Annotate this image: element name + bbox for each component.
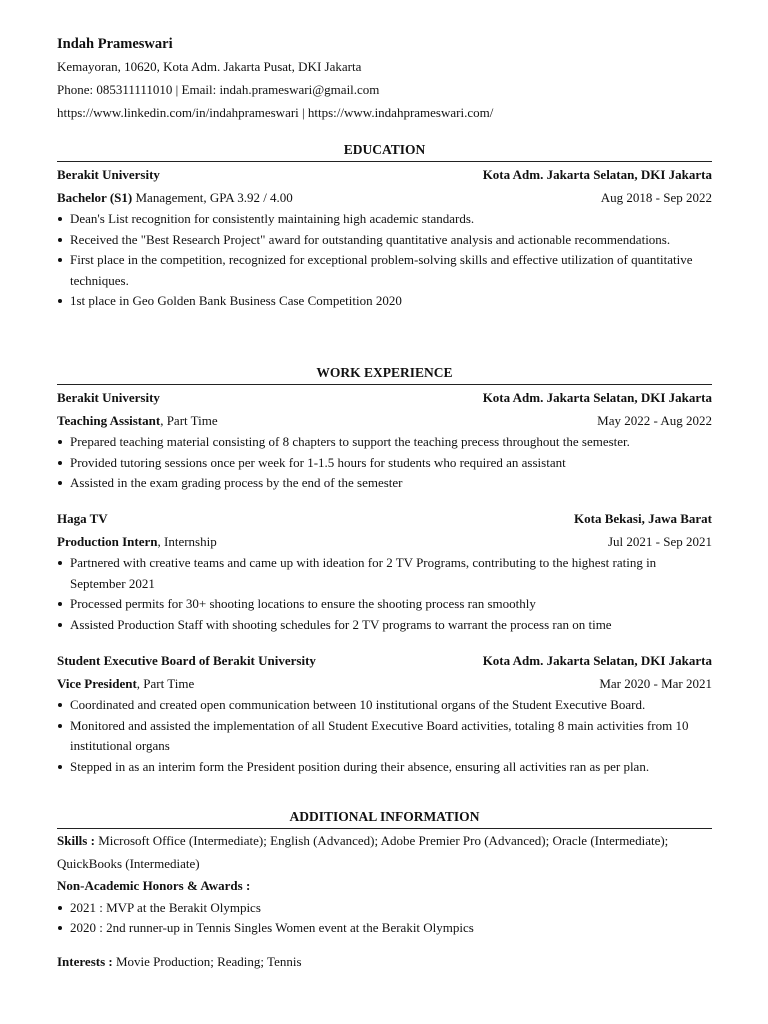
list-item: Assisted in the exam grading process by the end of the semester bbox=[57, 473, 712, 494]
list-item: Prepared teaching material consisting of 8 chapters to support the teaching precess throughout the semester. bbox=[57, 432, 712, 453]
job-role bbox=[57, 530, 217, 553]
job-org-row bbox=[57, 507, 712, 530]
candidate-name: Indah Prameswari bbox=[57, 36, 173, 52]
honors-label: Non-Academic Honors & Awards : bbox=[57, 878, 251, 893]
job-type: , Part Time bbox=[160, 413, 218, 428]
job-location: Kota Adm. Jakarta Selatan, DKI Jakarta bbox=[482, 390, 712, 405]
job-entry-teaching-assistant bbox=[57, 386, 712, 494]
job-org: Student Executive Board of Berakit University bbox=[57, 653, 316, 668]
job-type: , Part Time bbox=[136, 676, 195, 691]
skills-text: Microsoft Office (Intermediate); English (Advanced); Adobe Premier Pro (Advanced); Oracle (Intermediate); QuickBooks (Intermediate) bbox=[57, 833, 669, 871]
interests-paragraph bbox=[57, 951, 712, 974]
job-role bbox=[57, 672, 194, 695]
job-org-row bbox=[57, 386, 712, 409]
list-item: Stepped in as an interim form the President position during their absence, ensuring all activities ran as per plan. bbox=[57, 757, 712, 778]
job-location: Kota Adm. Jakarta Selatan, DKI Jakarta bbox=[482, 653, 712, 668]
additional-information-body bbox=[57, 830, 712, 973]
job-org: Berakit University bbox=[57, 390, 160, 405]
list-item: 2020 : 2nd runner-up in Tennis Singles Women event at the Berakit Olympics bbox=[57, 918, 712, 939]
job-location: Kota Bekasi, Jawa Barat bbox=[574, 511, 712, 526]
list-item: Processed permits for 30+ shooting locations to ensure the shooting process ran smoothly bbox=[57, 594, 712, 615]
list-item: Provided tutoring sessions once per week for 1-1.5 hours for students who required an assistant bbox=[57, 453, 712, 474]
job-dates: Mar 2020 - Mar 2021 bbox=[599, 676, 712, 691]
education-org: Berakit University bbox=[57, 167, 160, 182]
additional-information-heading: ADDITIONAL INFORMATION bbox=[57, 807, 712, 829]
interests-text: Movie Production; Reading; Tennis bbox=[112, 953, 302, 969]
education-bullets bbox=[57, 209, 712, 312]
job-role-row bbox=[57, 530, 712, 553]
list-item: 1st place in Geo Golden Bank Business Case Competition 2020 bbox=[57, 291, 712, 312]
job-org-row bbox=[57, 649, 712, 672]
job-entry-vice-president bbox=[57, 649, 712, 777]
job-dates: Jul 2021 - Sep 2021 bbox=[608, 534, 712, 549]
resume-header bbox=[57, 33, 712, 124]
job-role-title: Production Intern bbox=[57, 534, 158, 549]
list-item: Monitored and assisted the implementation of all Student Executive Board activities, totaling 8 main activities from 10 institutional organs bbox=[57, 716, 712, 757]
skills-paragraph bbox=[57, 830, 712, 875]
job-role-title: Teaching Assistant bbox=[57, 413, 161, 428]
education-degree-detail: Management, GPA 3.92 / 4.00 bbox=[132, 190, 293, 205]
education-location: Kota Adm. Jakarta Selatan, DKI Jakarta bbox=[482, 167, 712, 182]
education-degree bbox=[57, 186, 293, 209]
job-role-row bbox=[57, 672, 712, 695]
list-item: 2021 : MVP at the Berakit Olympics bbox=[57, 898, 712, 919]
skills-label: Skills : bbox=[57, 833, 95, 848]
job-bullets bbox=[57, 695, 712, 777]
job-org: Haga TV bbox=[57, 511, 108, 526]
address-line: Kemayoran, 10620, Kota Adm. Jakarta Pusat, DKI Jakarta bbox=[57, 59, 362, 74]
links-line: https://www.linkedin.com/in/indahprameswari | https://www.indahprameswari.com/ bbox=[57, 105, 494, 120]
list-item: Coordinated and created open communication between 10 institutional organs of the Student Executive Board. bbox=[57, 695, 712, 716]
list-item: First place in the competition, recognized for exceptional problem-solving skills and effective utilization of quantitative techniques. bbox=[57, 250, 712, 291]
education-degree-row bbox=[57, 186, 712, 209]
list-item: Assisted Production Staff with shooting schedules for 2 TV programs to warrant the process ran on time bbox=[57, 615, 712, 636]
job-bullets bbox=[57, 432, 712, 494]
job-role bbox=[57, 409, 218, 432]
job-bullets bbox=[57, 553, 712, 635]
list-item: Received the "Best Research Project" award for outstanding quantitative analysis and actionable recommendations. bbox=[57, 230, 712, 251]
education-org-row bbox=[57, 163, 712, 186]
job-entry-production-intern bbox=[57, 507, 712, 635]
job-dates: May 2022 - Aug 2022 bbox=[597, 413, 712, 428]
job-type: , Internship bbox=[157, 534, 217, 549]
education-heading: EDUCATION bbox=[57, 140, 712, 162]
list-item: Partnered with creative teams and came up with ideation for 2 TV Programs, contributing to the highest rating in September 2021 bbox=[57, 553, 712, 594]
education-entry bbox=[57, 163, 712, 312]
work-experience-heading: WORK EXPERIENCE bbox=[57, 363, 712, 385]
job-role-row bbox=[57, 409, 712, 432]
interests-label: Interests : bbox=[57, 953, 113, 969]
job-role-title: Vice President bbox=[57, 676, 137, 691]
education-dates: Aug 2018 - Sep 2022 bbox=[600, 190, 712, 205]
education-degree-title: Bachelor (S1) bbox=[57, 190, 133, 205]
phone-email-line: Phone: 085311111010 | Email: indah.prameswari@gmail.com bbox=[57, 82, 380, 97]
honors-list bbox=[57, 898, 712, 939]
list-item: Dean's List recognition for consistently maintaining high academic standards. bbox=[57, 209, 712, 230]
